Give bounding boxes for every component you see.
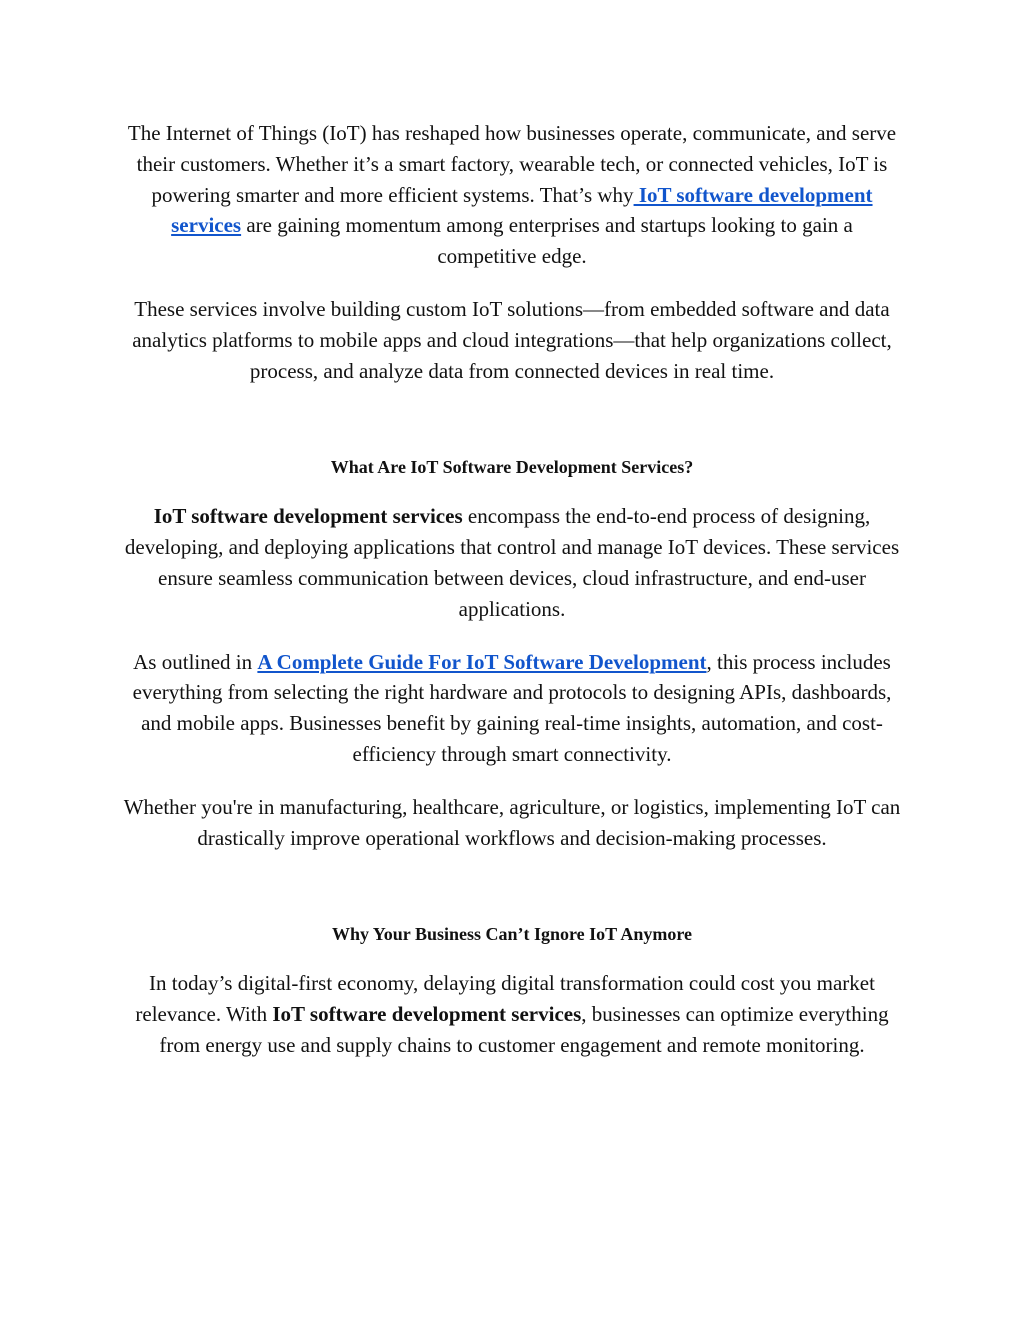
why-paragraph-1 <box>122 968 902 1060</box>
what-p2-text-2: , this process includes everything from selecting the right hardware and protocols to designing APIs, dashboards, and mobile apps. Businesses benefit by gaining real-time insights, automation, and cost-efficiency through smart connectivity. <box>132 649 892 766</box>
what-paragraph-3: Whether you're in manufacturing, healthcare, agriculture, or logistics, implementing IoT can drastically improve operational workflows and decision-making processes. <box>123 794 901 850</box>
why-heading: Why Your Business Can’t Ignore IoT Anymore <box>331 924 693 945</box>
iot-services-link[interactable]: IoT software development services <box>171 182 873 238</box>
what-p1-text: encompass the end-to-end process of designing, developing, and deploying applications that control and manage IoT devices. These services ensure seamless communication between devices, cloud infrastructure, and end-user applications. <box>124 504 900 621</box>
why-p1-bold: IoT software development services <box>272 1002 582 1027</box>
what-p2-text-1: As outlined in <box>133 649 258 674</box>
complete-guide-link[interactable]: A Complete Guide For IoT Software Development <box>257 649 707 674</box>
intro-paragraph <box>122 118 902 272</box>
what-paragraph-2 <box>122 647 902 770</box>
why-p1-text-1: In today’s digital-first economy, delaying digital transformation could cost you market relevance. With <box>135 971 875 1027</box>
document-body <box>122 118 902 1061</box>
services-paragraph: These services involve building custom IoT solutions—from embedded software and data analytics platforms to mobile apps and cloud integrations—that help organizations collect, process, and analyze data from connected devices in real time. <box>132 296 892 383</box>
intro-text-2: are gaining momentum among enterprises and startups looking to gain a competitive edge. <box>241 213 853 269</box>
what-are-heading: What Are IoT Software Development Services? <box>330 457 694 478</box>
intro-text-1: The Internet of Things (IoT) has reshaped how businesses operate, communicate, and serve their customers. Whether it’s a smart factory, wearable tech, or connected vehicles, IoT is powering smarter and more efficient systems. That’s why <box>127 121 897 207</box>
what-p1-bold: IoT software development services <box>153 504 463 529</box>
why-p1-text-2: , businesses can optimize everything from energy use and supply chains to customer engagement and remote monitoring. <box>159 1002 889 1057</box>
what-paragraph-1 <box>122 501 902 624</box>
